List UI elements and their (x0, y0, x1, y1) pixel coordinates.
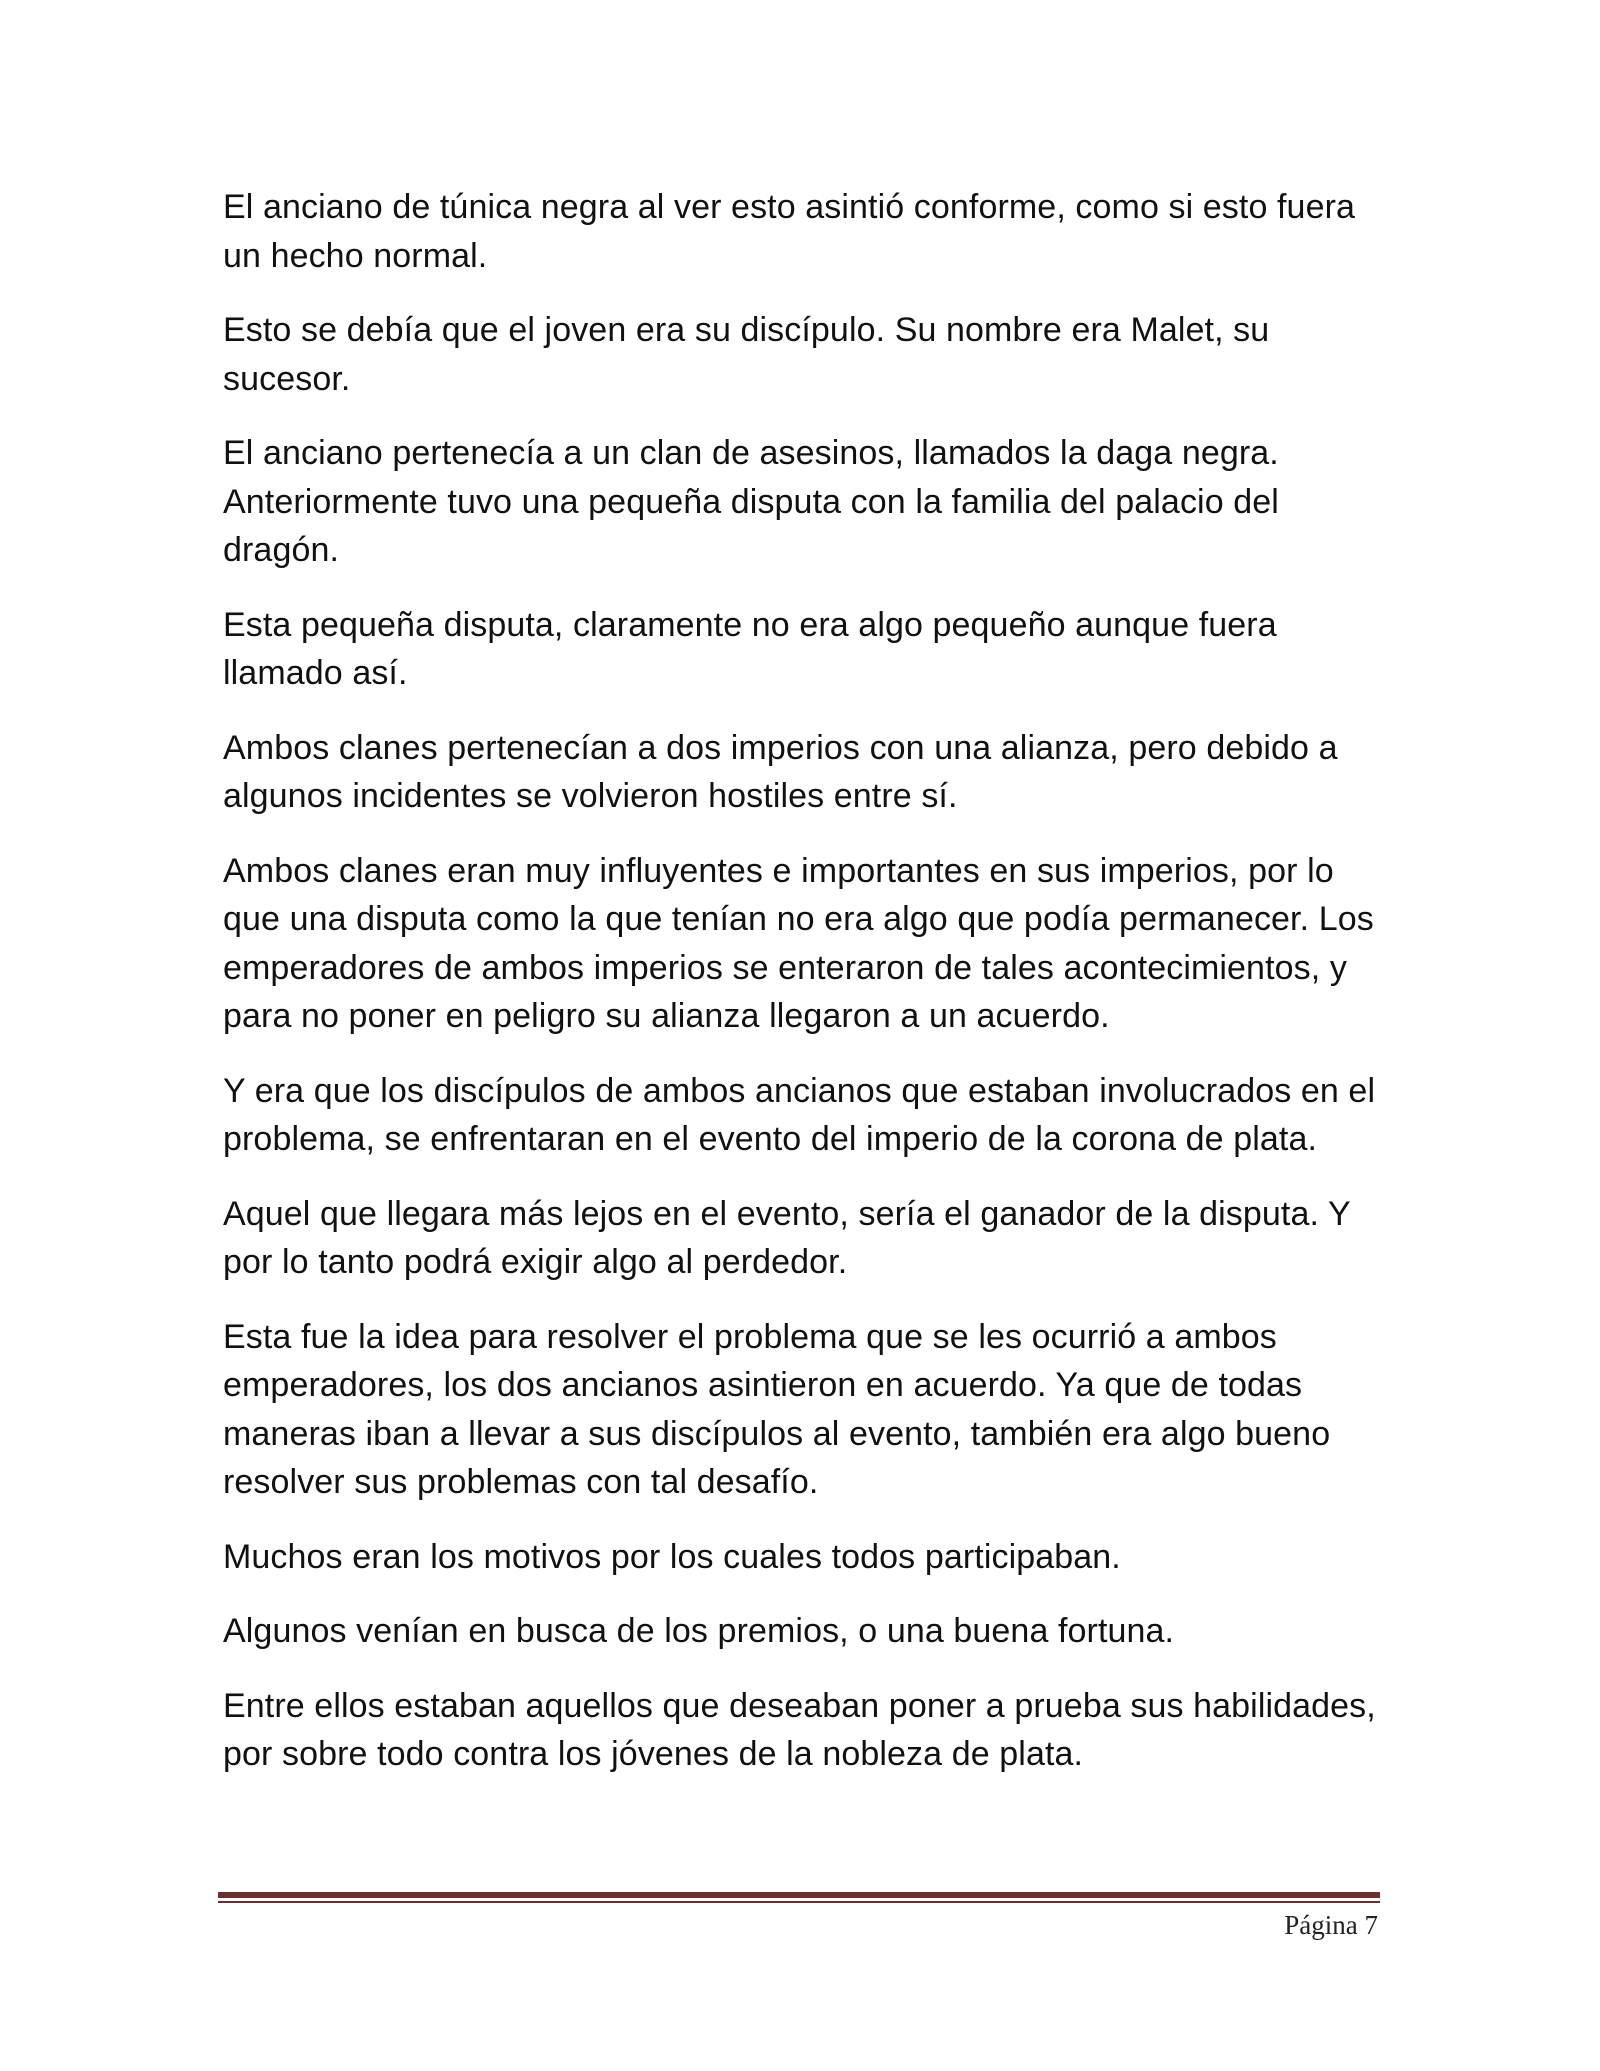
paragraph: Algunos venían en busca de los premios, o una buena fortuna. (223, 1612, 1175, 1650)
paragraph: Muchos eran los motivos por los cuales todos participaban. (223, 1537, 1121, 1576)
paragraph: Ambos clanes pertenecían a dos imperios con una alianza, pero debido a algunos incidentes se volvieron hostiles entre sí. (223, 728, 1338, 815)
paragraph: Aquel que llegara más lejos en el evento, sería el ganador de la disputa. Y por lo tanto podrá exigir algo al perdedor. (223, 1194, 1351, 1281)
paragraph: Entre ellos estaban aquellos que deseaban poner a prueba sus habilidades, por sobre todo contra los jóvenes de la nobleza de plata. (223, 1686, 1376, 1773)
paragraph: Esta fue la idea para resolver el problema que se les ocurrió a ambos emperadores, los dos ancianos asintieron en acuerdo. Ya que de todas maneras iban a llevar a sus discípulos al evento, también era algo bueno resolver sus problemas con tal desafío. (223, 1317, 1331, 1501)
page-body (223, 183, 1383, 1805)
paragraph: El anciano de túnica negra al ver esto asintió conforme, como si esto fuera un hecho normal. (223, 188, 1356, 275)
footer-rule-thick (218, 1892, 1380, 1898)
footer-rule-thin (218, 1901, 1380, 1903)
paragraph: El anciano pertenecía a un clan de asesinos, llamados la daga negra. Anteriormente tuvo una pequeña disputa con la familia del palacio del dragón. (223, 434, 1279, 569)
paragraph: Ambos clanes eran muy influyentes e importantes en sus imperios, por lo que una disputa como la que tenían no era algo que podía permanecer. Los emperadores de ambos imperios se enteraron de tales acontecimientos, y para no poner en peligro su alianza llegaron a un acuerdo. (223, 851, 1374, 1035)
paragraph: Esta pequeña disputa, claramente no era algo pequeño aunque fuera llamado así. (223, 605, 1277, 692)
page-number: Página 7 (1284, 1910, 1378, 1940)
paragraph: Y era que los discípulos de ambos ancianos que estaban involucrados en el problema, se enfrentaran en el evento del imperio de la corona de plata. (223, 1071, 1376, 1158)
footer-rule (218, 1892, 1380, 1904)
paragraph: Esto se debía que el joven era su discípulo. Su nombre era Malet, su sucesor. (223, 311, 1270, 398)
